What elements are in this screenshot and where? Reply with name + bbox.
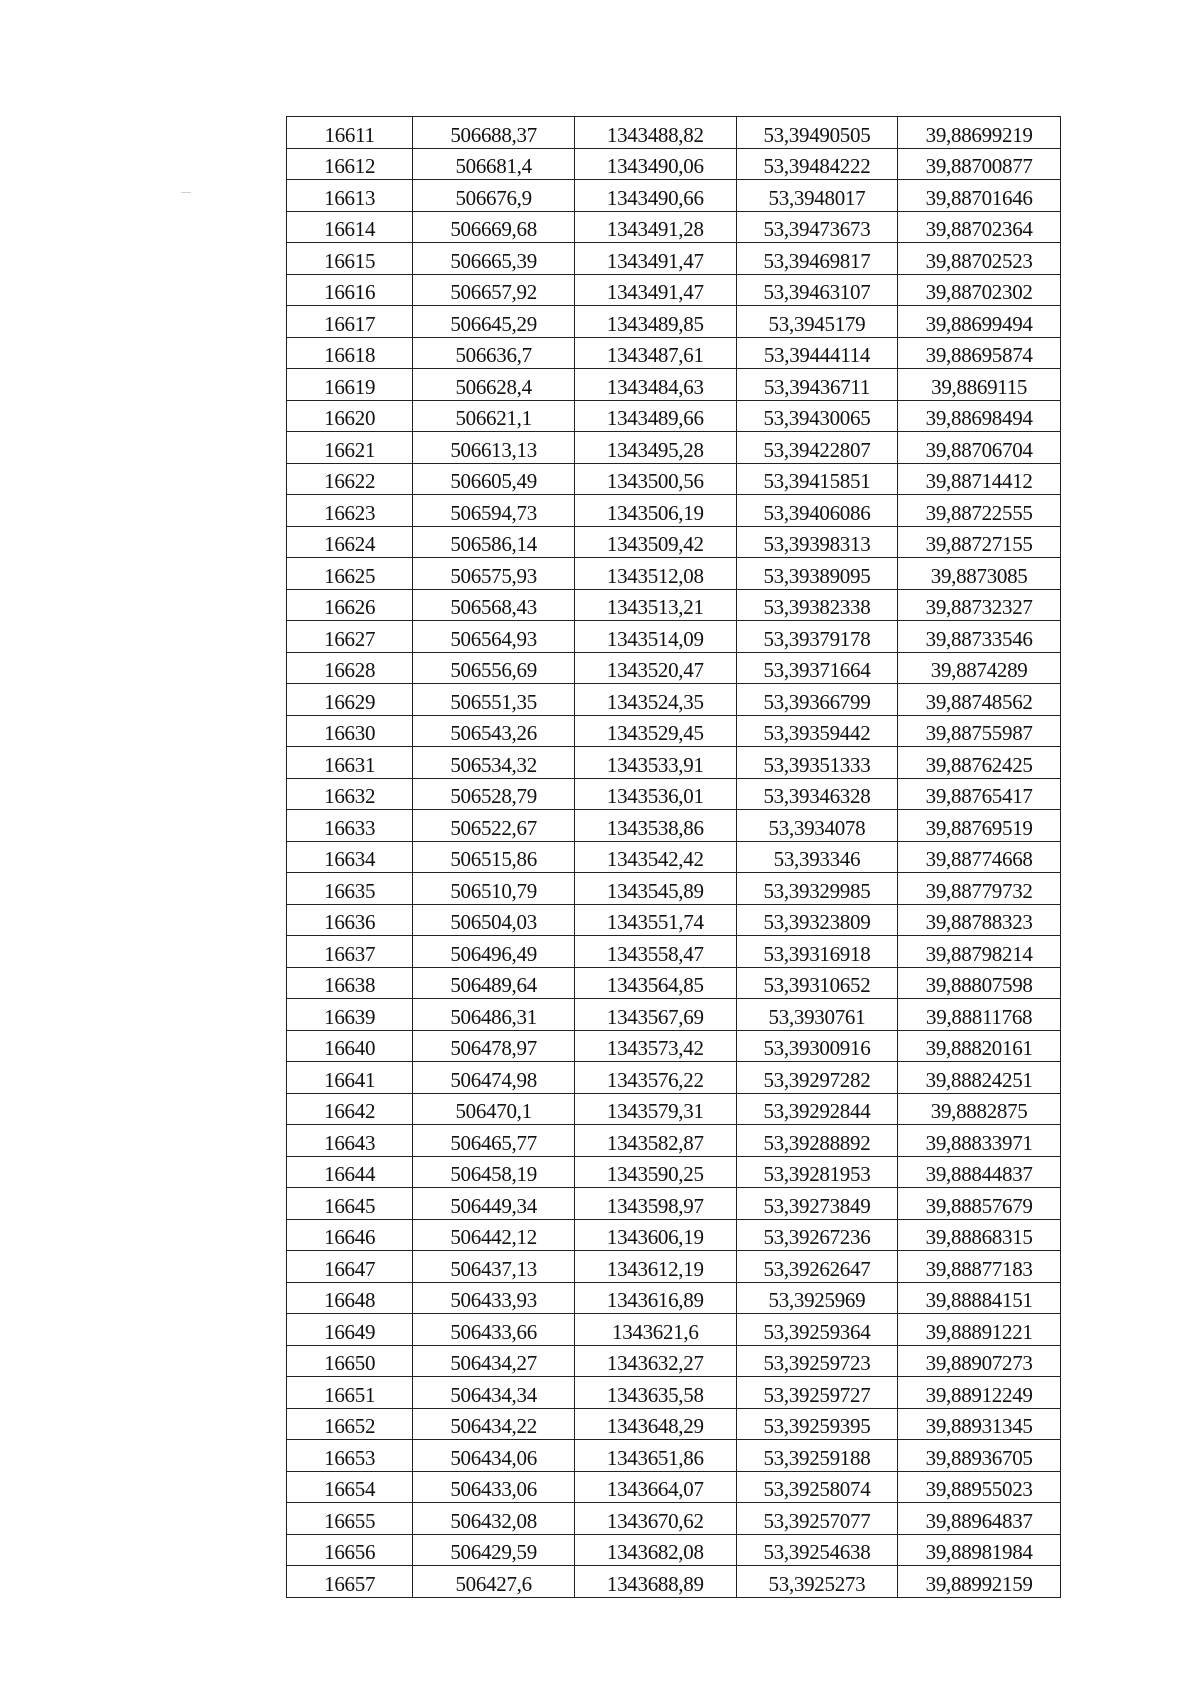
latitude-cell: 53,393346 <box>736 841 898 873</box>
x-coordinate-cell: 506489,64 <box>413 967 575 999</box>
longitude-cell: 39,88931345 <box>898 1408 1061 1440</box>
longitude-cell: 39,88732327 <box>898 589 1061 621</box>
x-coordinate-cell: 506575,93 <box>413 558 575 590</box>
latitude-cell: 53,39436711 <box>736 369 898 401</box>
table-row <box>287 432 1061 464</box>
x-coordinate-cell: 506433,06 <box>413 1471 575 1503</box>
y-coordinate-cell: 1343524,35 <box>574 684 736 716</box>
table-row <box>287 1440 1061 1472</box>
table-row <box>287 715 1061 747</box>
point-number-cell: 16652 <box>287 1408 413 1440</box>
latitude-cell: 53,39310652 <box>736 967 898 999</box>
table-row <box>287 1534 1061 1566</box>
latitude-cell: 53,39346328 <box>736 778 898 810</box>
x-coordinate-cell: 506433,66 <box>413 1314 575 1346</box>
y-coordinate-cell: 1343551,74 <box>574 904 736 936</box>
point-number-cell: 16621 <box>287 432 413 464</box>
table-row <box>287 999 1061 1031</box>
longitude-cell: 39,88807598 <box>898 967 1061 999</box>
latitude-cell: 53,39382338 <box>736 589 898 621</box>
x-coordinate-cell: 506434,06 <box>413 1440 575 1472</box>
point-number-cell: 16612 <box>287 148 413 180</box>
longitude-cell: 39,88727155 <box>898 526 1061 558</box>
longitude-cell: 39,88833971 <box>898 1125 1061 1157</box>
longitude-cell: 39,88857679 <box>898 1188 1061 1220</box>
latitude-cell: 53,39273849 <box>736 1188 898 1220</box>
point-number-cell: 16650 <box>287 1345 413 1377</box>
table-row <box>287 274 1061 306</box>
x-coordinate-cell: 506605,49 <box>413 463 575 495</box>
longitude-cell: 39,88820161 <box>898 1030 1061 1062</box>
table-row <box>287 1345 1061 1377</box>
latitude-cell: 53,39254638 <box>736 1534 898 1566</box>
table-row <box>287 652 1061 684</box>
latitude-cell: 53,39259723 <box>736 1345 898 1377</box>
x-coordinate-cell: 506568,43 <box>413 589 575 621</box>
point-number-cell: 16642 <box>287 1093 413 1125</box>
x-coordinate-cell: 506478,97 <box>413 1030 575 1062</box>
y-coordinate-cell: 1343682,08 <box>574 1534 736 1566</box>
coordinates-table <box>286 116 1061 1598</box>
x-coordinate-cell: 506681,4 <box>413 148 575 180</box>
latitude-cell: 53,39473673 <box>736 211 898 243</box>
longitude-cell: 39,8869115 <box>898 369 1061 401</box>
point-number-cell: 16614 <box>287 211 413 243</box>
y-coordinate-cell: 1343606,19 <box>574 1219 736 1251</box>
y-coordinate-cell: 1343616,89 <box>574 1282 736 1314</box>
latitude-cell: 53,39259188 <box>736 1440 898 1472</box>
longitude-cell: 39,88884151 <box>898 1282 1061 1314</box>
longitude-cell: 39,88824251 <box>898 1062 1061 1094</box>
x-coordinate-cell: 506442,12 <box>413 1219 575 1251</box>
point-number-cell: 16615 <box>287 243 413 275</box>
x-coordinate-cell: 506665,39 <box>413 243 575 275</box>
x-coordinate-cell: 506669,68 <box>413 211 575 243</box>
y-coordinate-cell: 1343632,27 <box>574 1345 736 1377</box>
longitude-cell: 39,88912249 <box>898 1377 1061 1409</box>
table-row <box>287 369 1061 401</box>
table-row <box>287 1093 1061 1125</box>
longitude-cell: 39,88699494 <box>898 306 1061 338</box>
latitude-cell: 53,39267236 <box>736 1219 898 1251</box>
x-coordinate-cell: 506458,19 <box>413 1156 575 1188</box>
x-coordinate-cell: 506437,13 <box>413 1251 575 1283</box>
point-number-cell: 16656 <box>287 1534 413 1566</box>
y-coordinate-cell: 1343564,85 <box>574 967 736 999</box>
y-coordinate-cell: 1343651,86 <box>574 1440 736 1472</box>
y-coordinate-cell: 1343598,97 <box>574 1188 736 1220</box>
point-number-cell: 16622 <box>287 463 413 495</box>
table-row <box>287 967 1061 999</box>
y-coordinate-cell: 1343533,91 <box>574 747 736 779</box>
latitude-cell: 53,39351333 <box>736 747 898 779</box>
y-coordinate-cell: 1343536,01 <box>574 778 736 810</box>
y-coordinate-cell: 1343558,47 <box>574 936 736 968</box>
point-number-cell: 16628 <box>287 652 413 684</box>
x-coordinate-cell: 506657,92 <box>413 274 575 306</box>
table-row <box>287 1030 1061 1062</box>
longitude-cell: 39,88779732 <box>898 873 1061 905</box>
longitude-cell: 39,88755987 <box>898 715 1061 747</box>
y-coordinate-cell: 1343512,08 <box>574 558 736 590</box>
point-number-cell: 16613 <box>287 180 413 212</box>
table-row <box>287 526 1061 558</box>
x-coordinate-cell: 506534,32 <box>413 747 575 779</box>
y-coordinate-cell: 1343542,42 <box>574 841 736 873</box>
y-coordinate-cell: 1343491,47 <box>574 274 736 306</box>
table-row <box>287 904 1061 936</box>
latitude-cell: 53,39406086 <box>736 495 898 527</box>
x-coordinate-cell: 506688,37 <box>413 117 575 149</box>
x-coordinate-cell: 506504,03 <box>413 904 575 936</box>
x-coordinate-cell: 506449,34 <box>413 1188 575 1220</box>
x-coordinate-cell: 506432,08 <box>413 1503 575 1535</box>
table-row <box>287 1377 1061 1409</box>
x-coordinate-cell: 506496,49 <box>413 936 575 968</box>
latitude-cell: 53,39371664 <box>736 652 898 684</box>
latitude-cell: 53,39300916 <box>736 1030 898 1062</box>
longitude-cell: 39,88798214 <box>898 936 1061 968</box>
x-coordinate-cell: 506515,86 <box>413 841 575 873</box>
point-number-cell: 16627 <box>287 621 413 653</box>
latitude-cell: 53,39430065 <box>736 400 898 432</box>
latitude-cell: 53,39366799 <box>736 684 898 716</box>
table-row <box>287 337 1061 369</box>
latitude-cell: 53,39379178 <box>736 621 898 653</box>
table-row <box>287 873 1061 905</box>
longitude-cell: 39,88955023 <box>898 1471 1061 1503</box>
longitude-cell: 39,8874289 <box>898 652 1061 684</box>
latitude-cell: 53,39259727 <box>736 1377 898 1409</box>
point-number-cell: 16655 <box>287 1503 413 1535</box>
point-number-cell: 16648 <box>287 1282 413 1314</box>
table-row <box>287 589 1061 621</box>
latitude-cell: 53,39490505 <box>736 117 898 149</box>
point-number-cell: 16616 <box>287 274 413 306</box>
y-coordinate-cell: 1343506,19 <box>574 495 736 527</box>
table-row <box>287 1314 1061 1346</box>
y-coordinate-cell: 1343545,89 <box>574 873 736 905</box>
x-coordinate-cell: 506528,79 <box>413 778 575 810</box>
y-coordinate-cell: 1343513,21 <box>574 589 736 621</box>
y-coordinate-cell: 1343621,6 <box>574 1314 736 1346</box>
latitude-cell: 53,3934078 <box>736 810 898 842</box>
y-coordinate-cell: 1343567,69 <box>574 999 736 1031</box>
y-coordinate-cell: 1343590,25 <box>574 1156 736 1188</box>
x-coordinate-cell: 506434,27 <box>413 1345 575 1377</box>
y-coordinate-cell: 1343573,42 <box>574 1030 736 1062</box>
y-coordinate-cell: 1343612,19 <box>574 1251 736 1283</box>
longitude-cell: 39,88722555 <box>898 495 1061 527</box>
point-number-cell: 16641 <box>287 1062 413 1094</box>
x-coordinate-cell: 506470,1 <box>413 1093 575 1125</box>
longitude-cell: 39,88907273 <box>898 1345 1061 1377</box>
coordinates-table-body <box>287 117 1061 1598</box>
point-number-cell: 16629 <box>287 684 413 716</box>
point-number-cell: 16632 <box>287 778 413 810</box>
table-row <box>287 148 1061 180</box>
latitude-cell: 53,39259395 <box>736 1408 898 1440</box>
longitude-cell: 39,88769519 <box>898 810 1061 842</box>
latitude-cell: 53,3930761 <box>736 999 898 1031</box>
latitude-cell: 53,39389095 <box>736 558 898 590</box>
x-coordinate-cell: 506613,13 <box>413 432 575 464</box>
longitude-cell: 39,88765417 <box>898 778 1061 810</box>
point-number-cell: 16647 <box>287 1251 413 1283</box>
point-number-cell: 16617 <box>287 306 413 338</box>
table-row <box>287 936 1061 968</box>
latitude-cell: 53,39297282 <box>736 1062 898 1094</box>
x-coordinate-cell: 506434,34 <box>413 1377 575 1409</box>
table-row <box>287 1188 1061 1220</box>
longitude-cell: 39,88748562 <box>898 684 1061 716</box>
longitude-cell: 39,88695874 <box>898 337 1061 369</box>
table-row <box>287 1219 1061 1251</box>
table-row <box>287 180 1061 212</box>
latitude-cell: 53,39469817 <box>736 243 898 275</box>
scan-artifact-mark <box>181 192 191 193</box>
point-number-cell: 16636 <box>287 904 413 936</box>
y-coordinate-cell: 1343488,82 <box>574 117 736 149</box>
table-row <box>287 1503 1061 1535</box>
latitude-cell: 53,39288892 <box>736 1125 898 1157</box>
point-number-cell: 16619 <box>287 369 413 401</box>
longitude-cell: 39,88700877 <box>898 148 1061 180</box>
y-coordinate-cell: 1343579,31 <box>574 1093 736 1125</box>
latitude-cell: 53,39258074 <box>736 1471 898 1503</box>
point-number-cell: 16631 <box>287 747 413 779</box>
point-number-cell: 16634 <box>287 841 413 873</box>
x-coordinate-cell: 506433,93 <box>413 1282 575 1314</box>
longitude-cell: 39,88868315 <box>898 1219 1061 1251</box>
y-coordinate-cell: 1343529,45 <box>574 715 736 747</box>
point-number-cell: 16637 <box>287 936 413 968</box>
latitude-cell: 53,39262647 <box>736 1251 898 1283</box>
point-number-cell: 16654 <box>287 1471 413 1503</box>
y-coordinate-cell: 1343489,66 <box>574 400 736 432</box>
y-coordinate-cell: 1343688,89 <box>574 1566 736 1598</box>
y-coordinate-cell: 1343489,85 <box>574 306 736 338</box>
point-number-cell: 16620 <box>287 400 413 432</box>
table-row <box>287 810 1061 842</box>
point-number-cell: 16633 <box>287 810 413 842</box>
longitude-cell: 39,88844837 <box>898 1156 1061 1188</box>
table-row <box>287 841 1061 873</box>
table-row <box>287 1251 1061 1283</box>
longitude-cell: 39,88702364 <box>898 211 1061 243</box>
table-row <box>287 1282 1061 1314</box>
table-row <box>287 117 1061 149</box>
table-row <box>287 684 1061 716</box>
table-row <box>287 1566 1061 1598</box>
point-number-cell: 16646 <box>287 1219 413 1251</box>
x-coordinate-cell: 506434,22 <box>413 1408 575 1440</box>
latitude-cell: 53,39398313 <box>736 526 898 558</box>
point-number-cell: 16651 <box>287 1377 413 1409</box>
point-number-cell: 16611 <box>287 117 413 149</box>
latitude-cell: 53,3925273 <box>736 1566 898 1598</box>
point-number-cell: 16638 <box>287 967 413 999</box>
table-row <box>287 211 1061 243</box>
y-coordinate-cell: 1343509,42 <box>574 526 736 558</box>
latitude-cell: 53,39359442 <box>736 715 898 747</box>
x-coordinate-cell: 506676,9 <box>413 180 575 212</box>
x-coordinate-cell: 506543,26 <box>413 715 575 747</box>
x-coordinate-cell: 506486,31 <box>413 999 575 1031</box>
table-row <box>287 621 1061 653</box>
latitude-cell: 53,39444114 <box>736 337 898 369</box>
latitude-cell: 53,39463107 <box>736 274 898 306</box>
longitude-cell: 39,88698494 <box>898 400 1061 432</box>
y-coordinate-cell: 1343664,07 <box>574 1471 736 1503</box>
point-number-cell: 16625 <box>287 558 413 590</box>
point-number-cell: 16644 <box>287 1156 413 1188</box>
x-coordinate-cell: 506427,6 <box>413 1566 575 1598</box>
y-coordinate-cell: 1343514,09 <box>574 621 736 653</box>
latitude-cell: 53,39257077 <box>736 1503 898 1535</box>
y-coordinate-cell: 1343487,61 <box>574 337 736 369</box>
latitude-cell: 53,39415851 <box>736 463 898 495</box>
y-coordinate-cell: 1343495,28 <box>574 432 736 464</box>
latitude-cell: 53,3945179 <box>736 306 898 338</box>
longitude-cell: 39,88762425 <box>898 747 1061 779</box>
x-coordinate-cell: 506522,67 <box>413 810 575 842</box>
point-number-cell: 16623 <box>287 495 413 527</box>
longitude-cell: 39,88981984 <box>898 1534 1061 1566</box>
y-coordinate-cell: 1343648,29 <box>574 1408 736 1440</box>
longitude-cell: 39,88788323 <box>898 904 1061 936</box>
point-number-cell: 16640 <box>287 1030 413 1062</box>
longitude-cell: 39,88936705 <box>898 1440 1061 1472</box>
longitude-cell: 39,88891221 <box>898 1314 1061 1346</box>
y-coordinate-cell: 1343500,56 <box>574 463 736 495</box>
y-coordinate-cell: 1343635,58 <box>574 1377 736 1409</box>
point-number-cell: 16635 <box>287 873 413 905</box>
y-coordinate-cell: 1343520,47 <box>574 652 736 684</box>
longitude-cell: 39,88811768 <box>898 999 1061 1031</box>
x-coordinate-cell: 506474,98 <box>413 1062 575 1094</box>
point-number-cell: 16630 <box>287 715 413 747</box>
table-row <box>287 306 1061 338</box>
table-row <box>287 243 1061 275</box>
table-row <box>287 1408 1061 1440</box>
y-coordinate-cell: 1343484,63 <box>574 369 736 401</box>
x-coordinate-cell: 506551,35 <box>413 684 575 716</box>
point-number-cell: 16639 <box>287 999 413 1031</box>
longitude-cell: 39,88714412 <box>898 463 1061 495</box>
point-number-cell: 16653 <box>287 1440 413 1472</box>
longitude-cell: 39,88964837 <box>898 1503 1061 1535</box>
latitude-cell: 53,39316918 <box>736 936 898 968</box>
x-coordinate-cell: 506586,14 <box>413 526 575 558</box>
x-coordinate-cell: 506556,69 <box>413 652 575 684</box>
table-row <box>287 558 1061 590</box>
y-coordinate-cell: 1343538,86 <box>574 810 736 842</box>
point-number-cell: 16618 <box>287 337 413 369</box>
longitude-cell: 39,88877183 <box>898 1251 1061 1283</box>
table-row <box>287 463 1061 495</box>
latitude-cell: 53,39292844 <box>736 1093 898 1125</box>
longitude-cell: 39,8882875 <box>898 1093 1061 1125</box>
x-coordinate-cell: 506465,77 <box>413 1125 575 1157</box>
latitude-cell: 53,39259364 <box>736 1314 898 1346</box>
longitude-cell: 39,8873085 <box>898 558 1061 590</box>
latitude-cell: 53,39484222 <box>736 148 898 180</box>
longitude-cell: 39,88733546 <box>898 621 1061 653</box>
table-row <box>287 1156 1061 1188</box>
y-coordinate-cell: 1343576,22 <box>574 1062 736 1094</box>
x-coordinate-cell: 506594,73 <box>413 495 575 527</box>
latitude-cell: 53,3948017 <box>736 180 898 212</box>
table-row <box>287 495 1061 527</box>
table-row <box>287 1062 1061 1094</box>
table-row <box>287 778 1061 810</box>
x-coordinate-cell: 506564,93 <box>413 621 575 653</box>
y-coordinate-cell: 1343490,06 <box>574 148 736 180</box>
point-number-cell: 16643 <box>287 1125 413 1157</box>
longitude-cell: 39,88702302 <box>898 274 1061 306</box>
longitude-cell: 39,88699219 <box>898 117 1061 149</box>
point-number-cell: 16624 <box>287 526 413 558</box>
table-row <box>287 747 1061 779</box>
latitude-cell: 53,39422807 <box>736 432 898 464</box>
table-row <box>287 400 1061 432</box>
table-row <box>287 1471 1061 1503</box>
y-coordinate-cell: 1343491,47 <box>574 243 736 275</box>
longitude-cell: 39,88774668 <box>898 841 1061 873</box>
x-coordinate-cell: 506636,7 <box>413 337 575 369</box>
point-number-cell: 16645 <box>287 1188 413 1220</box>
latitude-cell: 53,39329985 <box>736 873 898 905</box>
table-row <box>287 1125 1061 1157</box>
latitude-cell: 53,39281953 <box>736 1156 898 1188</box>
point-number-cell: 16626 <box>287 589 413 621</box>
longitude-cell: 39,88706704 <box>898 432 1061 464</box>
longitude-cell: 39,88701646 <box>898 180 1061 212</box>
x-coordinate-cell: 506510,79 <box>413 873 575 905</box>
x-coordinate-cell: 506628,4 <box>413 369 575 401</box>
y-coordinate-cell: 1343582,87 <box>574 1125 736 1157</box>
point-number-cell: 16649 <box>287 1314 413 1346</box>
x-coordinate-cell: 506645,29 <box>413 306 575 338</box>
point-number-cell: 16657 <box>287 1566 413 1598</box>
y-coordinate-cell: 1343670,62 <box>574 1503 736 1535</box>
y-coordinate-cell: 1343491,28 <box>574 211 736 243</box>
x-coordinate-cell: 506621,1 <box>413 400 575 432</box>
y-coordinate-cell: 1343490,66 <box>574 180 736 212</box>
latitude-cell: 53,39323809 <box>736 904 898 936</box>
longitude-cell: 39,88702523 <box>898 243 1061 275</box>
latitude-cell: 53,3925969 <box>736 1282 898 1314</box>
x-coordinate-cell: 506429,59 <box>413 1534 575 1566</box>
longitude-cell: 39,88992159 <box>898 1566 1061 1598</box>
